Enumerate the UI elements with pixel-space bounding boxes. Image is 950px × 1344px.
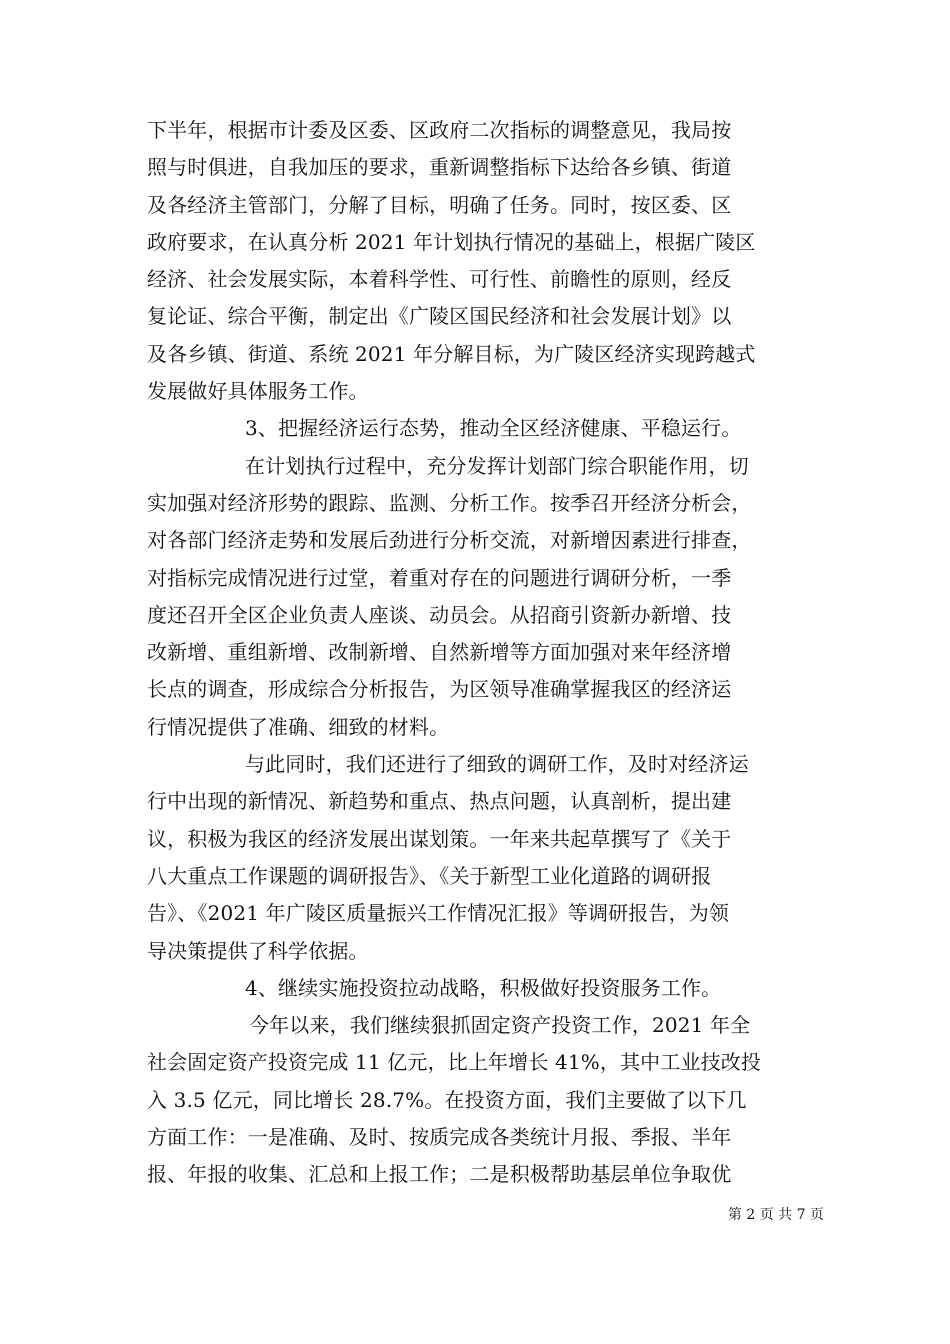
text-line: 复论证、综合平衡，制定出《广陵区国民经济和社会发展计划》以 <box>147 304 732 329</box>
text-line: 方面工作：一是准确、及时、按质完成各类统计月报、季报、半年 <box>147 1125 732 1150</box>
text-line: 政府要求，在认真分析 2021 年计划执行情况的基础上，根据广陵区 <box>147 229 756 254</box>
text-line: 及各乡镇、街道、系统 2021 年分解目标，为广陵区经济实现跨越式 <box>147 341 756 366</box>
text-line: 长点的调查，形成综合分析报告，为区领导准确掌握我区的经济运 <box>147 677 732 702</box>
text-line: 改新增、重组新增、改制新增、自然新增等方面加强对来年经济增 <box>147 640 732 665</box>
text-line: 及各经济主管部门，分解了目标，明确了任务。同时，按区委、区 <box>147 192 732 217</box>
text-line: 八大重点工作课题的调研报告》、《关于新型工业化道路的调研报 <box>147 863 712 888</box>
text-line: 导决策提供了科学依据。 <box>147 938 369 963</box>
text-line: 度还召开全区企业负责人座谈、动员会。从招商引资新办新增、技 <box>147 602 732 627</box>
section-heading: 4、继续实施投资拉动战略，积极做好投资服务工作。 <box>245 975 722 1000</box>
text-line: 议，积极为我区的经济发展出谋划策。一年来共起草撰写了《关于 <box>147 826 732 851</box>
text-line: 实加强对经济形势的跟踪、监测、分析工作。按季召开经济分析会， <box>147 490 752 515</box>
section-heading: 3、把握经济运行态势，推动全区经济健康、平稳运行。 <box>245 416 742 441</box>
text-line: 行情况提供了准确、细致的材料。 <box>147 714 450 739</box>
text-line: 照与时俱进，自我加压的要求，重新调整指标下达给各乡镇、街道 <box>147 155 732 180</box>
text-line: 对指标完成情况进行过堂，着重对存在的问题进行调研分析，一季 <box>147 565 732 590</box>
text-line: 行中出现的新情况、新趋势和重点、热点问题，认真剖析，提出建 <box>147 789 732 814</box>
text-line: 社会固定资产投资完成 11 亿元，比上年增长 41%，其中工业技改投 <box>147 1050 762 1075</box>
text-line: 告》、《2021 年广陵区质量振兴工作情况汇报》等调研报告，为领 <box>147 901 730 926</box>
page-number-footer: 第 2 页 共 7 页 <box>727 1207 824 1223</box>
text-line: 今年以来，我们继续狠抓固定资产投资工作，2021 年全 <box>249 1013 751 1038</box>
document-body <box>147 112 823 1194</box>
text-line: 与此同时，我们还进行了细致的调研工作，及时对经济运 <box>245 752 749 777</box>
text-line: 在计划执行过程中，充分发挥计划部门综合职能作用，切 <box>245 453 749 478</box>
text-line: 发展做好具体服务工作。 <box>147 379 369 404</box>
text-line: 入 3.5 亿元，同比增长 28.7%。在投资方面，我们主要做了以下几 <box>147 1087 747 1112</box>
text-line: 对各部门经济走势和发展后劲进行分析交流，对新增因素进行排查， <box>147 528 752 553</box>
text-line: 报、年报的收集、汇总和上报工作；二是积极帮助基层单位争取优 <box>147 1162 732 1187</box>
text-line: 下半年，根据市计委及区委、区政府二次指标的调整意见，我局按 <box>147 118 732 142</box>
text-line: 经济、社会发展实际，本着科学性、可行性、前瞻性的原则，经反 <box>147 267 732 292</box>
